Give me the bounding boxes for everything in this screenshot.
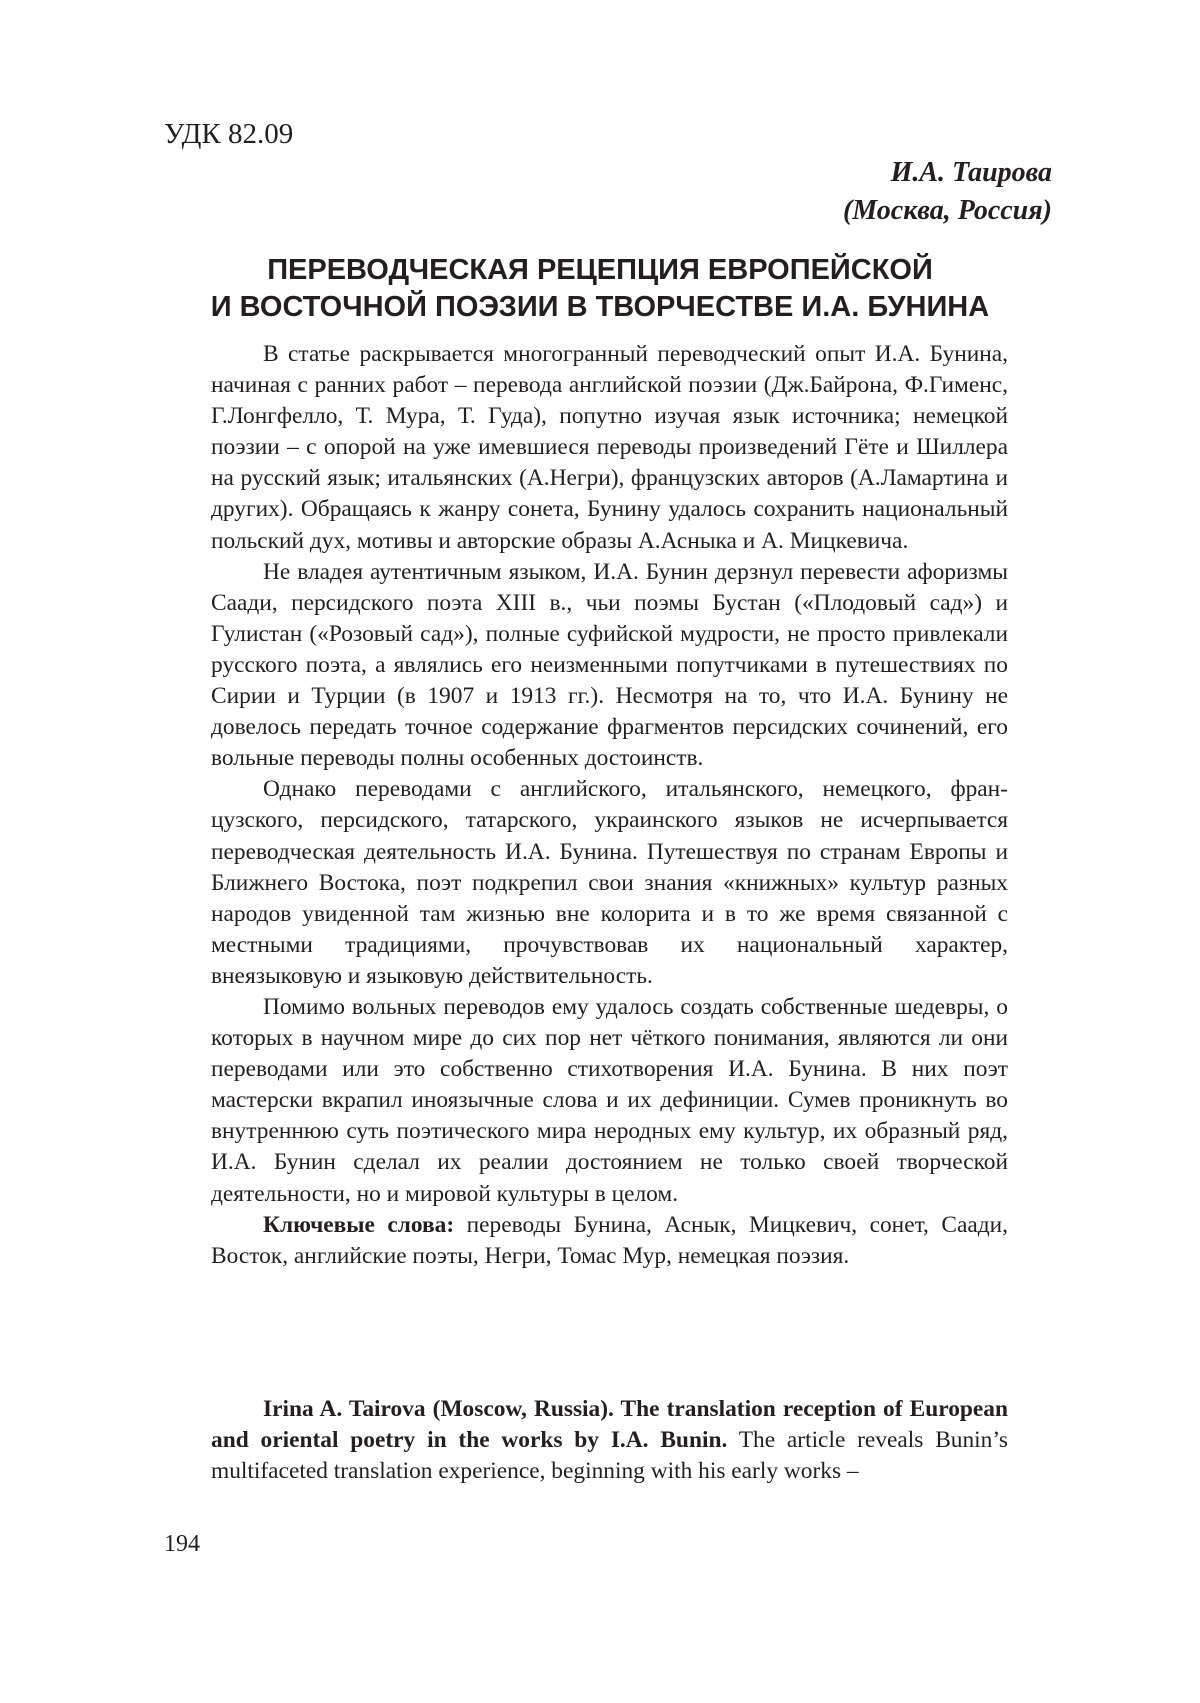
page-number: 194 — [164, 1531, 200, 1557]
english-paragraph — [211, 1394, 1008, 1487]
author-location: (Москва, Россия) — [842, 195, 1052, 226]
article-title — [150, 252, 1050, 326]
russian-abstract — [211, 339, 1008, 1272]
abstract-paragraph: Не владея аутентичным языком, И.А. Бунин дерзнул перевести афоризмы Саади, персидского поэта XIII в., чьи поэмы Бустан («Плодовый сад») и Гулистан («Розовый сад»), полные суфийской мудрости, не просто привлекали русского поэта, а являлись его неизменными попутчиками в путешествиях по Сирии и Турции (в 1907 и 1913 гг.). Несмотря на то, что И.А. Бунину не довелось передать точное содержание фрагментов персидских сочинений, его вольные переводы полны особенных достоинств. — [211, 558, 1008, 772]
abstract-paragraph: Однако переводами с английского, итальянского, немецкого, французского, персидского, татарского, украинского языков не исчерпывается переводческая деятельность И.А. Бунина. Путешествуя по странам Европы и Ближнего Востока, поэт подкрепил свои знания «книжных» культур разных народов увиденной там жизнью вне колорита и в то же время связанной с местными традициями, прочувствовав их национальный характер, внеязыковую и языковую действительность. — [211, 776, 1008, 989]
abstract-paragraph: Помимо вольных переводов ему удалось создать собственные шедевры, о которых в научном мире до сих пор нет чёткого понимания, являются ли они переводами или это собственно стихотворения И.А. Бунина. В них поэт мастерски вкрапил иноязычные слова и их дефиниции. Сумев проникнуть во внутреннюю суть поэтического мира неродных ему культур, их образный ряд, И.А. Бунин сделал их реалии достоянием не только своей творческой деятельности, но и мировой культуры в целом. — [211, 993, 1008, 1207]
english-abstract — [211, 1394, 1008, 1487]
keywords-paragraph — [211, 1210, 1008, 1272]
keywords-label: Ключевые слова: — [263, 1211, 455, 1238]
abstract-paragraph: В статье раскрывается многогранный переводческий опыт И.А. Бунина, начиная с ранних работ – перевода английской поэзии (Дж.Байрона, Ф.Гименс, Г.Лонгфелло, Т. Мура, Т. Гуда), попутно изучая язык источника; немецкой поэзии – с опорой на уже имевшиеся переводы произведений Гёте и Шиллера на русский язык; итальянских (А.Негри), французских авторов (А.Ламартина и других). Обращаясь к жанру сонета, Бунину удалось сохранить национальный польский дух, мотивы и авторские образы А.Асныка и А. Мицкевича. — [211, 341, 1008, 554]
udk-code: УДК 82.09 — [164, 118, 294, 150]
keywords-text: переводы Бунина, Аснык, Мицкевич, сонет, Саади, Восток, английские поэты, Негри, Томас Мур, немецкая поэзия. — [211, 1211, 1008, 1269]
english-text: The article reveals Bunin’s multifaceted translation experience, beginning with his early works – — [211, 1427, 1008, 1485]
author-block — [843, 154, 1052, 230]
title-line-2: И ВОСТОЧНОЙ ПОЭЗИИ В ТВОРЧЕСТВЕ И.А. БУНИНА — [210, 291, 990, 323]
english-title-lead: Irina A. Tairova (Moscow, Russia). The translation reception of European and oriental poetry in the works by I.A. Bunin. — [211, 1396, 1008, 1454]
title-line-1: ПЕРЕВОДЧЕСКАЯ РЕЦЕПЦИЯ ЕВРОПЕЙСКОЙ — [267, 254, 933, 286]
author-name: И.А. Таирова — [890, 157, 1052, 188]
